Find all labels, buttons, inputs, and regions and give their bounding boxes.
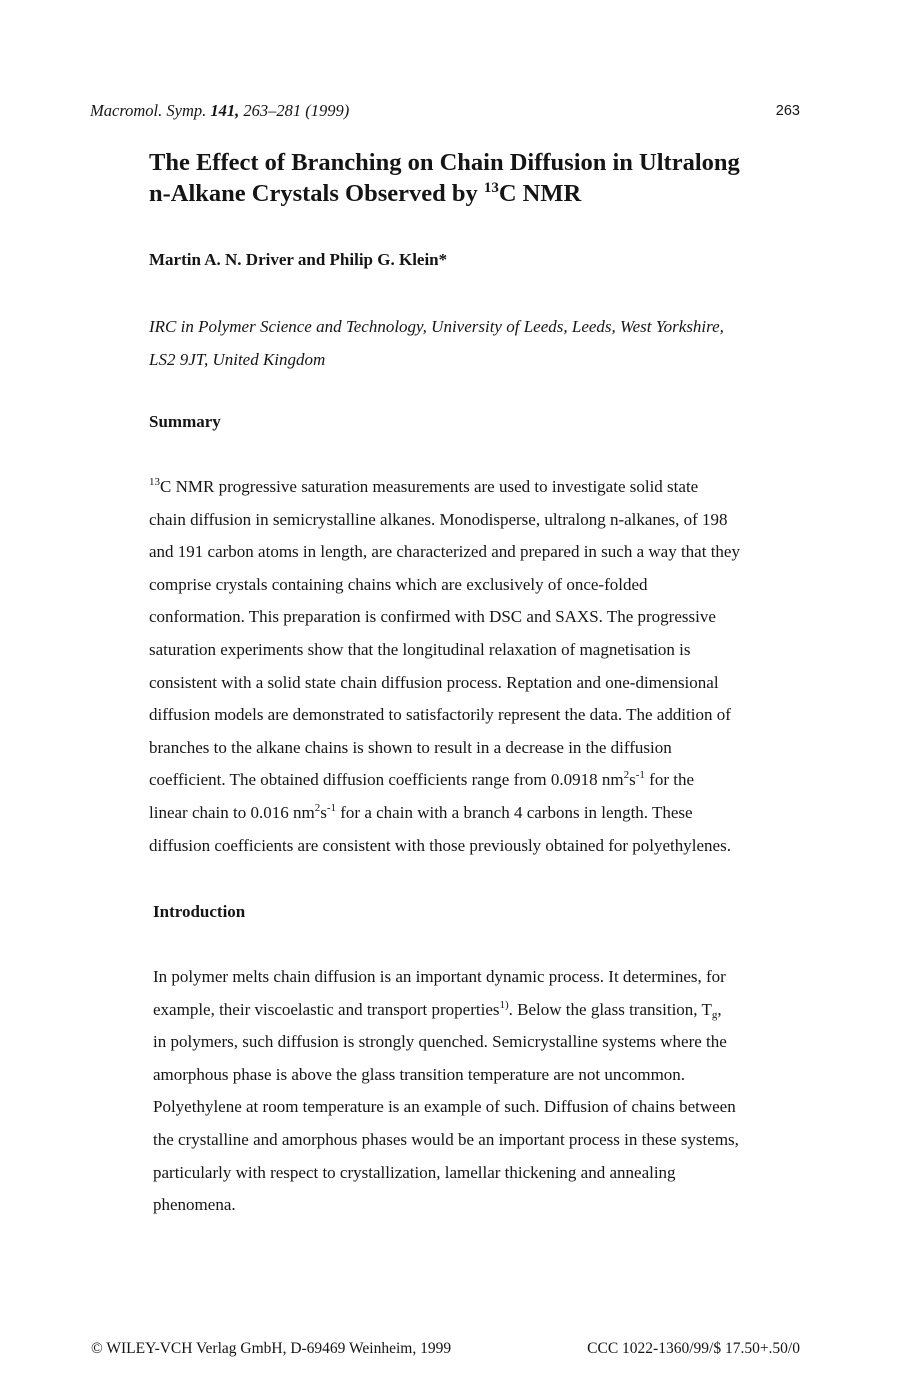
intro-line: in polymers, such diffusion is strongly quenched. Semicrystalline systems where the — [153, 1032, 727, 1052]
page-number: 263 — [775, 103, 800, 119]
summary-line: chain diffusion in semicrystalline alkanes. Monodisperse, ultralong n-alkanes, of 198 — [149, 509, 728, 529]
journal-citation — [90, 101, 349, 121]
intro-line: amorphous phase is above the glass transition temperature are not uncommon. — [153, 1064, 686, 1084]
intro-line: phenomena. — [153, 1195, 236, 1215]
paper-title — [149, 147, 849, 209]
intro-line: particularly with respect to crystallization, lamellar thickening and annealing — [153, 1162, 676, 1182]
intro-line: In polymer melts chain diffusion is an important dynamic process. It determines, for — [153, 967, 726, 986]
summary-line-text: linear chain to 0.016 nm — [149, 802, 315, 822]
unit-superscript: -1 — [635, 769, 645, 782]
intro-line-text: . Below the glass transition, T — [508, 999, 712, 1019]
title-line-2 — [149, 178, 849, 209]
copyright-footer: © WILEY-VCH Verlag GmbH, D-69469 Weinheim, 1999 — [91, 1340, 452, 1357]
affiliation-line-1: IRC in Polymer Science and Technology, University of Leeds, Leeds, West Yorkshire, — [149, 317, 724, 336]
intro-line — [153, 994, 739, 1027]
summary-line-text: s — [629, 770, 636, 790]
summary-line-text: for a chain with a branch 4 carbons in length. These — [336, 802, 693, 822]
summary-line: and 191 carbon atoms in length, are characterized and prepared in such a way that they — [149, 542, 740, 562]
introduction-heading: Introduction — [153, 902, 246, 921]
summary-line: comprise crystals containing chains which are exclusively of once-folded — [149, 574, 648, 594]
summary-paragraph — [149, 471, 740, 862]
summary-line: conformation. This preparation is confirmed with DSC and SAXS. The progressive — [149, 607, 716, 627]
intro-line-text: example, their viscoelastic and transport properties — [153, 999, 500, 1019]
unit-superscript: -1 — [326, 801, 337, 814]
summary-line-text: for the — [644, 770, 694, 790]
summary-line: consistent with a solid state chain diffusion process. Reptation and one-dimensional — [149, 672, 719, 692]
title-line-1: The Effect of Branching on Chain Diffusion in Ultralong — [149, 149, 740, 176]
unit-superscript: 2 — [623, 769, 630, 782]
unit-superscript: 2 — [314, 801, 321, 814]
ccc-code-footer: CCC 1022-1360/99/$ 17.50+.50/0 — [587, 1340, 800, 1357]
summary-line-text: coefficient. The obtained diffusion coefficients range from 0.0918 nm — [149, 770, 624, 790]
title-line-2-text: n-Alkane Crystals Observed by — [149, 180, 484, 207]
affiliation-line-2: LS2 9JT, United Kingdom — [149, 349, 326, 369]
journal-name: Macromol. Symp. — [90, 101, 211, 120]
intro-line: the crystalline and amorphous phases would be an important process in these systems, — [153, 1129, 739, 1149]
summary-line — [149, 471, 740, 504]
reference-superscript: 1) — [499, 998, 509, 1011]
summary-line: diffusion models are demonstrated to satisfactorily represent the data. The addition of — [149, 705, 731, 725]
title-line-2-end: C NMR — [498, 180, 582, 207]
summary-line-text: C NMR progressive saturation measurements are used to investigate solid state — [160, 477, 699, 496]
summary-line — [149, 797, 740, 830]
introduction-paragraph — [153, 961, 739, 1222]
title-superscript: 13 — [483, 179, 499, 196]
journal-pages-year: 263–281 (1999) — [239, 101, 350, 120]
summary-line: saturation experiments show that the longitudinal relaxation of magnetisation is — [149, 639, 691, 659]
summary-isotope-sup: 13 — [149, 476, 160, 488]
affiliation — [149, 311, 829, 376]
intro-line-text: , — [717, 999, 722, 1019]
author-list: Martin A. N. Driver and Philip G. Klein* — [149, 250, 448, 269]
summary-line — [149, 764, 740, 797]
summary-heading: Summary — [149, 412, 221, 431]
intro-line: Polyethylene at room temperature is an example of such. Diffusion of chains between — [153, 1097, 736, 1117]
summary-line-text: s — [320, 802, 327, 822]
summary-line: diffusion coefficients are consistent with those previously obtained for polyethylenes. — [149, 835, 731, 855]
summary-line: branches to the alkane chains is shown to result in a decrease in the diffusion — [149, 737, 672, 757]
tg-subscript: g — [711, 1008, 718, 1021]
journal-volume: 141, — [210, 101, 240, 120]
